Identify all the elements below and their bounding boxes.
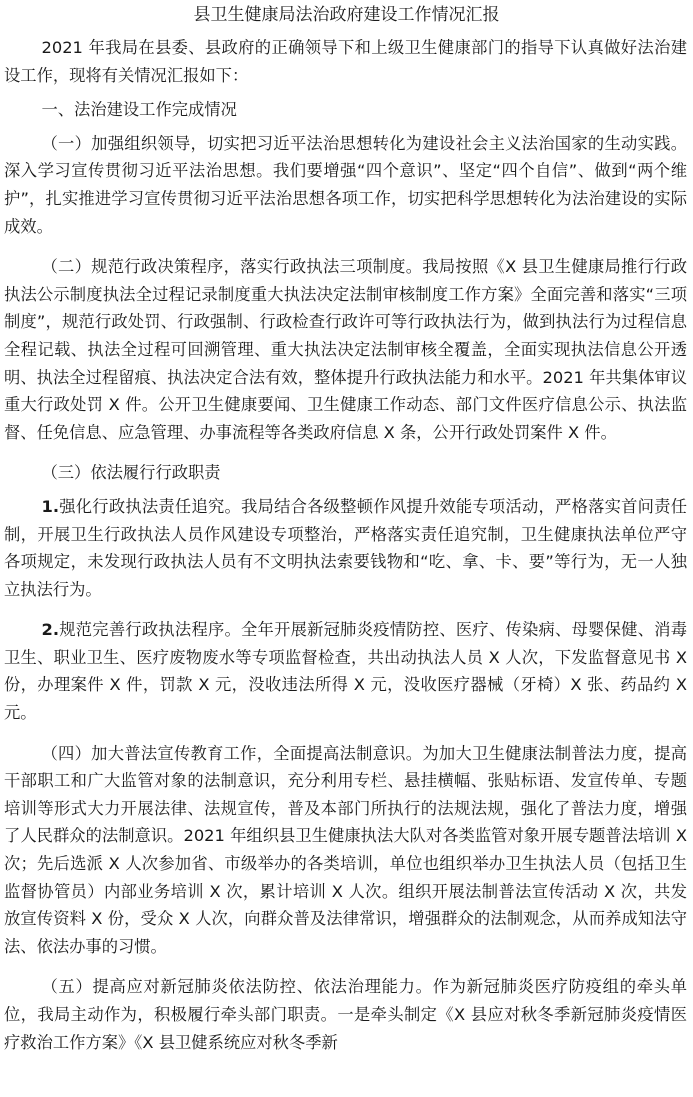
document-title: 县卫生健康局法治政府建设工作情况汇报	[193, 5, 500, 25]
paragraph-3-heading: （三）依法履行行政职责	[41, 463, 221, 483]
paragraph-4: （四）加大普法宣传教育工作，全面提高法制意识。为加大卫生健康法制普法力度，提高干部职工和广大监管对象的法制意识，充分利用专栏、悬挂横幅、张贴标语、发宣传单、专题培训等形式大力开展法律、法规宣传，普及本部门所执行的法规法规，强化了普法力度，增强了人民群众的法制意识。2021 年组织县卫生健康执法大队对各类监管对象开展专题普法培训 X 次；先后选派 X 人次参加省、市级举办的各类培训，单位也组织举办卫生执法人员（包括卫生监督协管员）内部业务培训 X 次，累计培训 X 人次。组织开展法制普法宣传活动 X 次，共发放宣传资料 X 份，受众 X 人次，向群众普及法律常识，增强群众的法制观念，从而养成知法守法、依法办事的习惯。	[4, 743, 687, 956]
section1-heading: 一、法治建设工作完成情况	[41, 100, 237, 120]
paragraph-1: （一）加强组织领导，切实把习近平法治思想转化为建设社会主义法治国家的生动实践。深入学习宣传贯彻习近平法治思想。我们要增强“四个意识”、坚定“四个自信”、做到“两个维护”，扎实推进学习宣传贯彻习近平法治思想各项工作，切实把科学思想转化为法治建设的实际成效。	[4, 133, 687, 236]
paragraph-5: （五）提高应对新冠肺炎依法防控、依法治理能力。作为新冠肺炎医疗防疫组的牵头单位，我局主动作为，积极履行牵头部门职责。一是牵头制定《X 县应对秋冬季新冠肺炎疫情医疗救治工作方案》《X 县卫健系统应对秋冬季新	[4, 977, 687, 1052]
list-item-2-number: 2.	[41, 620, 59, 640]
list-item-2	[4, 616, 687, 726]
list-item-1	[4, 493, 687, 603]
list-item-1-text: 强化行政执法责任追究。我局结合各级整顿作风提升效能专项活动，严格落实首问责任制，开展卫生行政执法人员作风建设专项整治，严格落实责任追究制，卫生健康执法单位严守各项规定，未发现行政执法人员有不文明执法索要钱物和“吃、拿、卡、要”等行为，无一人独立执法行为。	[4, 496, 687, 599]
list-item-2-text: 规范完善行政执法程序。全年开展新冠肺炎疫情防控、医疗、传染病、母婴保健、消毒卫生、职业卫生、医疗废物废水等专项监督检查，共出动执法人员 X 人次，下发监督意见书 X 份，办理案件 X 件，罚款 X 元，没收违法所得 X 元，没收医疗器械（牙椅）X 张、药品约 X 元。	[4, 620, 687, 723]
intro-paragraph: 2021 年我局在县委、县政府的正确领导下和上级卫生健康部门的指导下认真做好法治建设工作，现将有关情况汇报如下：	[4, 38, 687, 85]
list-item-1-number: 1.	[41, 496, 59, 516]
paragraph-2: （二）规范行政决策程序，落实行政执法三项制度。我局按照《X 县卫生健康局推行行政执法公示制度执法全过程记录制度重大执法决定法制审核制度工作方案》全面完善和落实“三项制度”，规范行政处罚、行政强制、行政检查行政许可等行政执法行为，做到执法行为过程信息全程记载、执法全过程可回溯管理、重大执法决定法制审核全覆盖，全面实现执法信息公开透明、执法全过程留痕、执法决定合法有效，整体提升行政执法能力和水平。2021 年共集体审议重大行政处罚 X 件。公开卫生健康要闻、卫生健康工作动态、部门文件医疗信息公示、执法监督、任免信息、应急管理、办事流程等各类政府信息 X 条，公开行政处罚案件 X 件。	[4, 257, 687, 442]
